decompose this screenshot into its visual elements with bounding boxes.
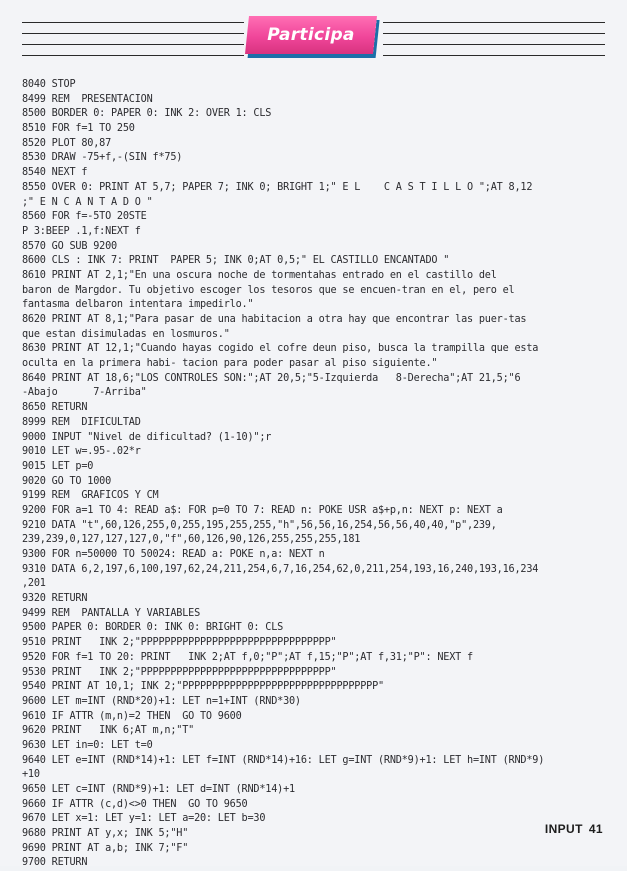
code-line: 9010 LET w=.95-.02*r: [22, 446, 141, 458]
code-line: 9660 IF ATTR (c,d)<>0 THEN GO TO 9650: [22, 798, 248, 810]
code-line: 9210 DATA "t",60,126,255,0,255,195,255,255,"h",56,56,16,254,56,56,40,40,"p",239,: [22, 519, 497, 531]
code-line: 9530 PRINT INK 2;"PPPPPPPPPPPPPPPPPPPPPPPPPPPPPPPP": [22, 666, 337, 678]
header-rule: [22, 44, 244, 45]
code-line: 9199 REM GRAFICOS Y CM: [22, 490, 159, 502]
code-line: que estan disimuladas en losmuros.": [22, 328, 230, 340]
code-line: 8600 CLS : INK 7: PRINT PAPER 5; INK 0;AT 0,5;" EL CASTILLO ENCANTADO ": [22, 255, 450, 267]
code-line: 9300 FOR n=50000 TO 50024: READ a: POKE n,a: NEXT n: [22, 549, 325, 560]
code-line: 9670 LET x=1: LET y=1: LET a=20: LET b=30: [22, 813, 266, 825]
code-line: 9610 IF ATTR (m,n)=2 THEN GO TO 9600: [22, 710, 242, 722]
page-number: 41: [588, 822, 603, 836]
code-line: ,201: [22, 578, 46, 590]
code-line: 8650 RETURN: [22, 402, 88, 414]
code-line: baron de Margdor. Tu objetivo escoger los tesoros que se encuen-tran en el, pero el: [22, 284, 515, 296]
code-line: 9499 REM PANTALLA Y VARIABLES: [22, 607, 201, 619]
code-line: 9015 LET p=0: [22, 460, 94, 472]
code-line: 8570 GO SUB 9200: [22, 240, 117, 252]
code-line: 9600 LET m=INT (RND*20)+1: LET n=1+INT (RND*30): [22, 695, 301, 707]
code-line: 9620 PRINT INK 6;AT m,n;"T": [22, 725, 195, 737]
code-line: 8999 REM DIFICULTAD: [22, 416, 141, 428]
code-line: +10: [22, 769, 40, 781]
header-rule: [383, 22, 605, 23]
code-line: ;" E N C A N T A D O ": [22, 196, 153, 208]
magazine-name: INPUT: [544, 822, 583, 836]
code-line: 9630 LET in=0: LET t=0: [22, 739, 153, 751]
code-line: oculta en la primera habi- tacion para poder pasar al piso siguiente.": [22, 358, 438, 370]
code-line: 8520 PLOT 80,87: [22, 137, 112, 149]
code-line: 9700 RETURN: [22, 857, 88, 869]
code-line: 8530 DRAW -75+f,-(SIN f*75): [22, 152, 183, 164]
code-line: 8540 NEXT f: [22, 167, 88, 179]
code-line: 8630 PRINT AT 12,1;"Cuando hayas cogido el cofre deun piso, busca la trampilla que esta: [22, 343, 539, 355]
code-line: 8500 BORDER 0: PAPER 0: INK 2: OVER 1: CLS: [22, 108, 272, 120]
code-line: 9000 INPUT "Nivel de dificultad? (1-10)";r: [22, 431, 272, 443]
code-line: P 3:BEEP .1,f:NEXT f: [22, 225, 141, 237]
code-line: 8610 PRINT AT 2,1;"En una oscura noche de tormentahas entrado en el castillo del: [22, 269, 497, 281]
code-line: 8510 FOR f=1 TO 250: [22, 123, 135, 135]
header-rule: [22, 22, 244, 23]
code-line: 239,239,0,127,127,127,0,"f",60,126,90,126,255,255,255,181: [22, 534, 361, 546]
code-line: 8620 PRINT AT 8,1;"Para pasar de una habitacion a otra hay que encontrar las puer-tas: [22, 314, 527, 325]
page-footer: [539, 822, 603, 836]
code-line: 9650 LET c=INT (RND*9)+1: LET d=INT (RND*14)+1: [22, 784, 295, 795]
header-rule: [22, 55, 244, 56]
header-rule: [383, 44, 605, 45]
header-rule: [383, 55, 605, 56]
code-line: 8040 STOP: [22, 79, 76, 90]
header-rule: [383, 33, 605, 34]
code-line: 9680 PRINT AT y,x; INK 5;"H": [22, 828, 189, 840]
code-line: 9510 PRINT INK 2;"PPPPPPPPPPPPPPPPPPPPPPPPPPPPPPPP": [22, 637, 337, 649]
code-line: 9520 FOR f=1 TO 20: PRINT INK 2;AT f,0;"P";AT f,15;"P";AT f,31;"P": NEXT f: [22, 651, 473, 663]
code-line: 9690 PRINT AT a,b; INK 7;"F": [22, 842, 189, 854]
header-rule: [22, 33, 244, 34]
code-line: 9200 FOR a=1 TO 4: READ a$: FOR p=0 TO 7: READ n: POKE USR a$+p,n: NEXT p: NEXT a: [22, 504, 503, 516]
code-line: -Abajo 7-Arriba": [22, 387, 147, 399]
code-line: 8499 REM PRESENTACION: [22, 93, 153, 105]
code-line: 8640 PRINT AT 18,6;"LOS CONTROLES SON:";AT 20,5;"5-Izquierda 8-Derecha";AT 21,5;"6: [22, 372, 521, 384]
basic-program-listing: [22, 78, 620, 871]
code-line: 9020 GO TO 1000: [22, 475, 112, 487]
section-badge: Participa: [267, 25, 355, 45]
code-line: fantasma delbaron intentara impedirlo.": [22, 299, 254, 311]
code-line: 9310 DATA 6,2,197,6,100,197,62,24,211,254,6,7,16,254,62,0,211,254,193,16,240,193,16,234: [22, 563, 539, 575]
page-header: [0, 0, 627, 80]
code-line: 9640 LET e=INT (RND*14)+1: LET f=INT (RND*14)+16: LET g=INT (RND*9)+1: LET h=INT (RND*9): [22, 754, 545, 766]
code-line: 8550 OVER 0: PRINT AT 5,7; PAPER 7; INK 0; BRIGHT 1;" E L C A S T I L L O ";AT 8,12: [22, 181, 533, 193]
code-line: 9500 PAPER 0: BORDER 0: INK 0: BRIGHT 0: CLS: [22, 622, 284, 634]
code-line: 9540 PRINT AT 10,1; INK 2;"PPPPPPPPPPPPPPPPPPPPPPPPPPPPPPPPP": [22, 681, 384, 693]
code-line: 9320 RETURN: [22, 593, 88, 605]
code-line: 8560 FOR f=-5TO 20STE: [22, 211, 147, 223]
